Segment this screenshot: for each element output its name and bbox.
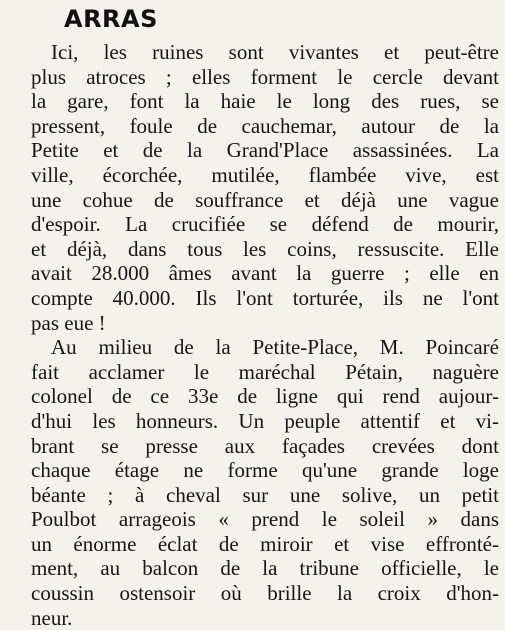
text-line: un énorme éclat de miroir et vise effronté- (31, 531, 499, 556)
article-paragraph (31, 335, 499, 630)
text-line: neur. (31, 605, 73, 630)
text-line: et déjà, dans tous les coins, ressuscite. Elle (31, 236, 499, 261)
text-line: chaque étage ne forme qu'une grande loge (31, 458, 499, 483)
text-line: avait 28.000 âmes avant la guerre ; elle en (31, 261, 499, 286)
text-line: Au milieu de la Petite-Place, M. Poincaré (51, 335, 499, 360)
text-line: pressent, foule de cauchemar, autour de la (31, 113, 499, 138)
text-line: une cohue de souffrance et déjà une vague (31, 187, 499, 212)
article-body (31, 40, 499, 630)
text-line: Ici, les ruines sont vivantes et peut-être (51, 40, 499, 64)
text-line: ment, au balcon de la tribune officielle, le (31, 556, 499, 581)
text-line: brant se presse aux façades crevées dont (31, 433, 499, 458)
text-line: colonel de ce 33e de ligne qui rend aujour- (31, 384, 499, 409)
text-line: d'hui les honneurs. Un peuple attentif et vi- (31, 408, 499, 433)
text-line: Poulbot arrageois « prend le soleil » dans (31, 507, 499, 532)
text-line: coussin ostensoir où brille la croix d'hon- (31, 581, 499, 606)
text-line: béante ; à cheval sur une solive, un petit (31, 482, 499, 507)
article-paragraph (31, 40, 499, 335)
text-line: d'espoir. La crucifiée se défend de mourir, (31, 212, 499, 237)
text-line: fait acclamer le maréchal Pétain, naguère (31, 359, 499, 384)
text-line: Petite et de la Grand'Place assassinées. La (31, 138, 499, 163)
text-line: compte 40.000. Ils l'ont torturée, ils ne l'ont (31, 285, 499, 310)
text-line: plus atroces ; elles forment le cercle devant (31, 64, 499, 89)
text-line: la gare, font la haie le long des rues, se (31, 89, 499, 114)
text-line: pas eue ! (31, 310, 106, 335)
article-title: ARRAS (64, 5, 158, 33)
text-line: ville, écorchée, mutilée, flambée vive, est (31, 162, 499, 187)
